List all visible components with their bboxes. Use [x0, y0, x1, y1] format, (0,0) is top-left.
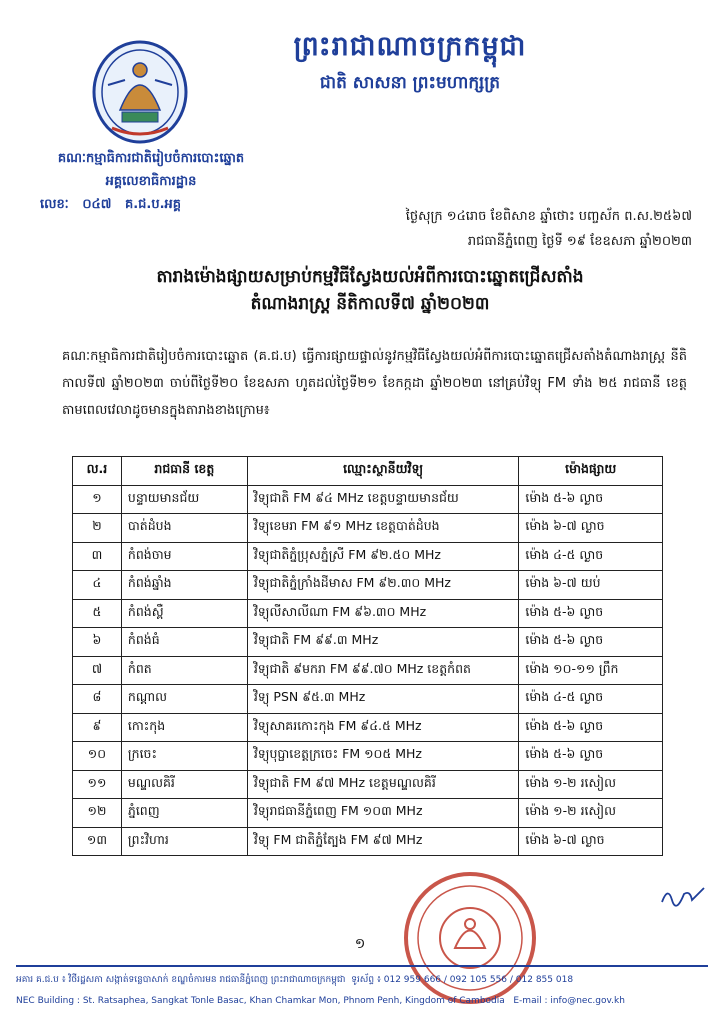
- row-province: បន្ទាយមានជ័យ: [121, 485, 247, 514]
- row-province: ព្រះវិហារ: [121, 827, 247, 856]
- row-time: ម៉ោង ៥-៦ ល្ងាច: [519, 742, 663, 771]
- row-time: ម៉ោង ១-២ រសៀល: [519, 799, 663, 828]
- table-row: [73, 656, 663, 685]
- header-no: ល.រ: [73, 457, 122, 486]
- row-time: ម៉ោង ១០-១១ ព្រឹក: [519, 656, 663, 685]
- footer-khmer-phone: ទូរស័ព្ទ ៖ 012 959 666 / 092 105 556 / 012 855 018: [351, 975, 574, 985]
- ref-number: ០៤៧: [82, 197, 112, 212]
- table-row: [73, 514, 663, 543]
- row-province: កំពង់ស្ពឺ: [121, 599, 247, 628]
- row-station: វិទ្យុ FM ជាតិភ្នំត្បែង FM ៩៧ MHz: [247, 827, 519, 856]
- table-row: [73, 599, 663, 628]
- footer-divider: [16, 965, 708, 967]
- row-no: ៥: [73, 599, 122, 628]
- table-row: [73, 799, 663, 828]
- row-station: វិទ្យុសាគរកោះកុង FM ៩៤.៥ MHz: [247, 713, 519, 742]
- row-time: ម៉ោង ៥-៦ ល្ងាច: [519, 628, 663, 657]
- table-row: [73, 485, 663, 514]
- row-no: ៧: [73, 656, 122, 685]
- table-row: [73, 542, 663, 571]
- document-title-line-1: តារាងម៉ោងផ្សាយសម្រាប់កម្មវិធីស្វែងយល់អំពីការបោះឆ្នោតជ្រើសតាំង: [156, 267, 584, 287]
- footer-english-line: [16, 996, 708, 1006]
- row-province: កំពត: [121, 656, 247, 685]
- row-province: កំពង់ធំ: [121, 628, 247, 657]
- page-number: ១: [354, 936, 366, 952]
- table-row: [73, 827, 663, 856]
- row-station: វិទ្យុជាតិ ៩មករា FM ៩៩.៧០ MHz ខេត្តកំពត: [247, 656, 519, 685]
- row-province: មណ្ឌលគិរី: [121, 770, 247, 799]
- row-no: ៦: [73, 628, 122, 657]
- row-no: ៤: [73, 571, 122, 600]
- row-time: ម៉ោង ៤-៥ ល្ងាច: [519, 685, 663, 714]
- row-no: ១២: [73, 799, 122, 828]
- row-province: ក្រចេះ: [121, 742, 247, 771]
- row-station: វិទ្យុជាតិ FM ៩៤ MHz ខេត្តបន្ទាយមានជ័យ: [247, 485, 519, 514]
- row-station: វិទ្យុខេមរា FM ៩១ MHz ខេត្តបាត់ដំបង: [247, 514, 519, 543]
- row-province: កោះកុង: [121, 713, 247, 742]
- row-no: ៨: [73, 685, 122, 714]
- row-station: វិទ្យុជាតិភ្នំប្រុសភ្នំស្រី FM ៩២.៥០ MHz: [247, 542, 519, 571]
- official-seal-icon: [400, 868, 540, 1008]
- row-no: ១: [73, 485, 122, 514]
- reference-number: [40, 196, 181, 215]
- row-station: វិទ្យុ PSN ៩៥.៣ MHz: [247, 685, 519, 714]
- row-time: ម៉ោង ៦-៧ ល្ងាច: [519, 827, 663, 856]
- row-province: កំពង់ចាម: [121, 542, 247, 571]
- broadcast-schedule-table: [72, 456, 663, 856]
- row-no: ៣: [73, 542, 122, 571]
- header-time: ម៉ោងផ្សាយ: [519, 457, 663, 486]
- row-no: ៩: [73, 713, 122, 742]
- footer-khmer-line: [16, 974, 708, 987]
- table-row: [73, 742, 663, 771]
- row-station: វិទ្យុជាតិ FM ៩៧ MHz ខេត្តមណ្ឌលគិរី: [247, 770, 519, 799]
- table-row: [73, 685, 663, 714]
- row-no: ១១: [73, 770, 122, 799]
- row-no: ២: [73, 514, 122, 543]
- table-row: [73, 770, 663, 799]
- nec-logo-icon: [90, 40, 190, 150]
- row-station: វិទ្យុជាតិ FM ៩៩.៣ MHz: [247, 628, 519, 657]
- row-time: ម៉ោង ១-២ រសៀល: [519, 770, 663, 799]
- row-station: វិទ្យុរាជធានីភ្នំពេញ FM ១០៣ MHz: [247, 799, 519, 828]
- row-station: វិទ្យុជាតិភ្នំក្រាំងដីមាស FM ៩២.៣០ MHz: [247, 571, 519, 600]
- table-row: [73, 628, 663, 657]
- table-header-row: [73, 457, 663, 486]
- row-time: ម៉ោង ៥-៦ ល្ងាច: [519, 485, 663, 514]
- row-time: ម៉ោង ៥-៦ ល្ងាច: [519, 599, 663, 628]
- signature-initials-icon: [658, 880, 708, 910]
- footer-khmer-address: អគារ គ.ជ.ប ៖ វិថីរដ្ឋសភា សង្កាត់ទន្លេបាសាក់ ខណ្ឌចំការមន រាជធានីភ្នំពេញ ព្រះរាជាណាចក្រកម្ពុជា: [16, 975, 346, 985]
- row-time: ម៉ោង ៦-៧ ល្ងាច: [519, 514, 663, 543]
- national-motto: ជាតិ សាសនា ព្រះមហាក្សត្រ: [319, 73, 501, 93]
- organization-name: គណៈកម្មាធិការជាតិរៀបចំការបោះឆ្នោត: [57, 151, 245, 166]
- header-station: ឈ្មោះស្ថានីយវិទ្យុ: [247, 457, 519, 486]
- department-name: អគ្គលេខាធិការដ្ឋាន: [105, 174, 197, 189]
- intro-paragraph: គណៈកម្មាធិការជាតិរៀបចំការបោះឆ្នោត (គ.ជ.ប) ធ្វើការផ្សាយផ្ទាល់នូវកម្មវិធីស្វែងយល់អំពីការបោះឆ្នោតជ្រើសតាំងតំណាងរាស្ត្រ នីតិកាលទី៧ ឆ្នាំ២០២៣ ចាប់ពីថ្ងៃទី២០ ខែឧសភា ហូតដល់ថ្ងៃទី២១ ខែកក្កដា ឆ្នាំ២០២៣ នៅគ្រប់វិទ្យុ FM ទាំង ២៥ រាជធានី ខេត្ត តាមពេលវេលាដូចមានក្នុងតារាងខាងក្រោម៖: [62, 349, 687, 418]
- lunar-date: ថ្ងៃសុក្រ ១៤រោច ខែពិសាខ ឆ្នាំថោះ បញ្ចស័ក ព.ស.២៥៦៧: [405, 209, 692, 224]
- row-time: ម៉ោង ៦-៧ យប់: [519, 571, 663, 600]
- row-province: បាត់ដំបង: [121, 514, 247, 543]
- document-title-line-2: តំណាងរាស្ត្រ នីតិកាលទី៧ ឆ្នាំ២០២៣: [250, 294, 490, 314]
- table-row: [73, 713, 663, 742]
- row-station: វិទ្យុបុប្ផាខេត្តក្រចេះ FM ១០៥ MHz: [247, 742, 519, 771]
- ref-suffix: គ.ជ.ប.អគ្គ: [124, 197, 182, 212]
- row-no: ១៣: [73, 827, 122, 856]
- solar-date: រាជធានីភ្នំពេញ ថ្ងៃទី ១៩ ខែឧសភា ឆ្នាំ២០២៣: [467, 234, 692, 249]
- row-province: កំពង់ឆ្នាំង: [121, 571, 247, 600]
- row-province: កណ្តាល: [121, 685, 247, 714]
- row-province: ភ្នំពេញ: [121, 799, 247, 828]
- row-time: ម៉ោង ៥-៦ ល្ងាច: [519, 713, 663, 742]
- table-row: [73, 571, 663, 600]
- row-station: វិទ្យុលីសាលីណា FM ៩៦.៣០ MHz: [247, 599, 519, 628]
- header-province: រាជធានី ខេត្ត: [121, 457, 247, 486]
- footer-email: E-mail : info@nec.gov.kh: [513, 996, 625, 1006]
- kingdom-title: ព្រះរាជាណាចក្រកម្ពុជា: [293, 31, 527, 62]
- ref-label: លេខៈ: [40, 197, 69, 212]
- footer-english-address: NEC Building : St. Ratsaphea, Sangkat Tonle Basac, Khan Chamkar Mon, Phnom Penh, Kingdom of Cambodia: [16, 996, 505, 1006]
- row-no: ១០: [73, 742, 122, 771]
- row-time: ម៉ោង ៤-៥ ល្ងាច: [519, 542, 663, 571]
